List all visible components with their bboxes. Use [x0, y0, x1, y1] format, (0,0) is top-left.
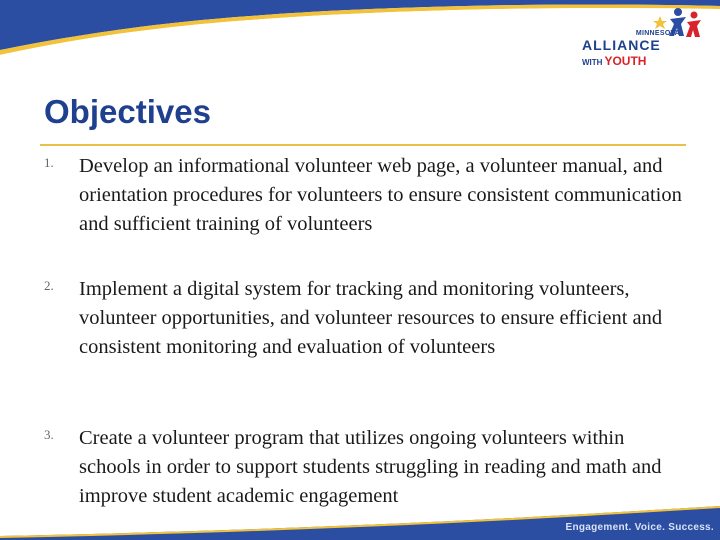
alliance-logo [578, 6, 714, 70]
logo-youth-text: YOUTH [604, 54, 647, 68]
logo-alliance-text: ALLIANCE [582, 37, 661, 53]
objective-number: 3. [44, 427, 54, 442]
objective-text: Create a volunteer program that utilizes ongoing volunteers within schools in order to support students struggling in reading and math and improve student academic engagement [79, 427, 662, 507]
slide-title: Objectives [44, 93, 211, 130]
footer-tagline: Engagement. Voice. Success. [565, 522, 714, 533]
logo-with-text: WITH [582, 58, 603, 67]
objective-number: 2. [44, 278, 54, 293]
logo-state-text: MINNESOTA [635, 30, 680, 37]
objective-text: Implement a digital system for tracking and monitoring volunteers, volunteer opportunities, and volunteer resources to ensure efficient and consistent monitoring and evaluation of volunteers [79, 278, 663, 358]
objective-text: Develop an informational volunteer web page, a volunteer manual, and orientation procedures for volunteers to ensure consistent communication and sufficient training of volunteers [79, 155, 682, 235]
logo-with-youth [582, 54, 646, 68]
title-divider [40, 144, 686, 146]
objective-number: 1. [44, 155, 54, 170]
